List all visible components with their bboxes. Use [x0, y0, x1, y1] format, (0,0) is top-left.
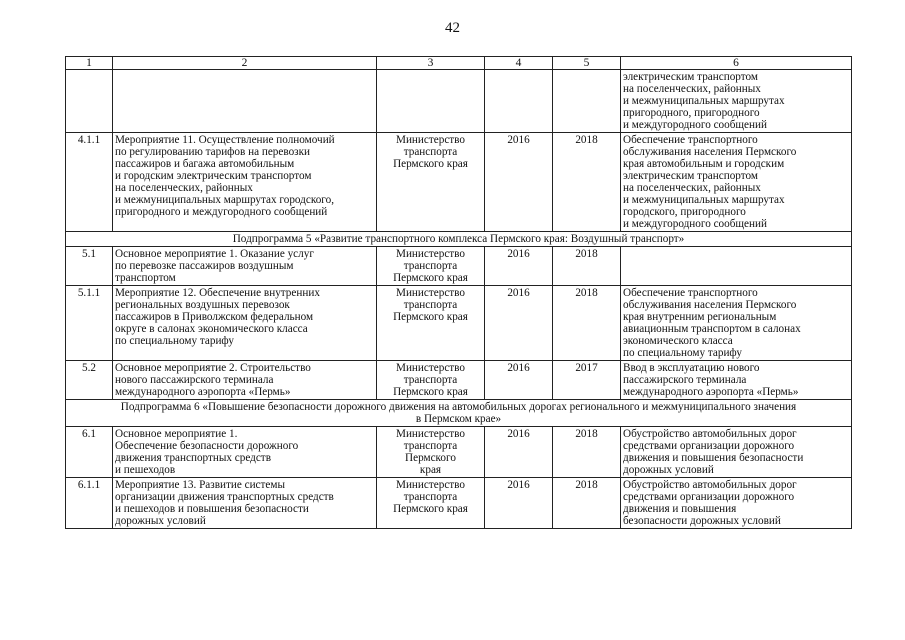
measure-name-line: по регулированию тарифов на перевозки — [115, 146, 311, 158]
measure-name — [113, 133, 377, 232]
column-header: 4 — [485, 57, 553, 70]
measure-name-line: пассажиров в Приволжском федеральном — [115, 311, 314, 323]
expected-result-line: и межмуниципальных маршрутах — [623, 194, 785, 206]
measure-name-line: международного аэропорта «Пермь» — [115, 386, 291, 398]
measure-name-line: пригородного и междугородного сообщений — [115, 206, 328, 218]
responsible-executor — [377, 427, 485, 478]
expected-result — [621, 427, 852, 478]
measure-name-line: по перевозке пассажиров воздушным — [115, 260, 294, 272]
responsible-executor — [377, 70, 485, 133]
expected-result-line: движения и повышения безопасности — [623, 452, 804, 464]
end-year: 2018 — [553, 286, 621, 361]
expected-result-line: края автомобильным и городским — [623, 158, 785, 170]
start-year: 2016 — [485, 478, 553, 529]
responsible-executor — [377, 247, 485, 286]
expected-result-line: безопасности дорожных условий — [623, 515, 781, 527]
subprogram-heading-line: Подпрограмма 5 «Развитие транспортного комплекса Пермского края: Воздушный транспорт» — [232, 233, 685, 245]
start-year: 2016 — [485, 247, 553, 286]
start-year: 2016 — [485, 361, 553, 400]
measure-name — [113, 286, 377, 361]
measure-name-line: и пешеходов и повышения безопасности — [115, 503, 309, 515]
column-header: 5 — [553, 57, 621, 70]
responsible-executor-line: Пермского края — [393, 158, 468, 170]
expected-result — [621, 478, 852, 529]
end-year — [553, 70, 621, 133]
expected-result-line: средствами организации дорожного — [623, 440, 795, 452]
expected-result-line: Обеспечение транспортного — [623, 287, 758, 299]
expected-result — [621, 70, 852, 133]
expected-result-line: дорожных условий — [623, 464, 714, 476]
measure-name-line: по специальному тарифу — [115, 335, 234, 347]
responsible-executor-line: Пермского края — [393, 311, 468, 323]
page-number: 42 — [445, 20, 460, 36]
expected-result-line: авиационным транспортом в салонах — [623, 323, 801, 335]
column-header: 3 — [377, 57, 485, 70]
measure-name-line: Мероприятие 12. Обеспечение внутренних — [115, 287, 320, 299]
measure-name-line: округе в салонах экономического класса — [115, 323, 308, 335]
measure-name — [113, 70, 377, 133]
expected-result-line: средствами организации дорожного — [623, 491, 795, 503]
responsible-executor-line: Министерство — [396, 362, 465, 374]
expected-result-line: Обеспечение транспортного — [623, 134, 758, 146]
responsible-executor-line: Министерство — [396, 428, 465, 440]
expected-result-line: и междугородного сообщений — [623, 119, 767, 131]
responsible-executor-line: Министерство — [396, 479, 465, 491]
column-header: 6 — [621, 57, 852, 70]
responsible-executor-line: Пермского края — [393, 503, 468, 515]
responsible-executor-line: транспорта — [403, 260, 458, 272]
measure-name-line: Обеспечение безопасности дорожного — [115, 440, 299, 452]
responsible-executor — [377, 286, 485, 361]
measure-name-line: транспортом — [115, 272, 176, 284]
measure-name-line: Основное мероприятие 2. Строительство — [115, 362, 311, 374]
expected-result-line: Обустройство автомобильных дорог — [623, 479, 797, 491]
measure-name-line: и городским электрическим транспортом — [115, 170, 312, 182]
responsible-executor-line: Министерство — [396, 287, 465, 299]
subprogram-heading-row — [66, 232, 852, 247]
measure-name-line: региональных воздушных перевозок — [115, 299, 290, 311]
expected-result — [621, 133, 852, 232]
start-year: 2016 — [485, 133, 553, 232]
responsible-executor-line: транспорта — [403, 374, 458, 386]
table-row — [66, 478, 852, 529]
expected-result-line: обслуживания населения Пермского — [623, 146, 797, 158]
measure-name-line: и межмуниципальных маршрутах городского, — [115, 194, 334, 206]
subprogram-heading-row — [66, 400, 852, 427]
measure-name-line: пассажиров и багажа автомобильным — [115, 158, 295, 170]
column-number-row — [66, 57, 852, 70]
column-header: 1 — [66, 57, 113, 70]
expected-result-line: и межмуниципальных маршрутах — [623, 95, 785, 107]
subprogram-heading-line: в Пермском крае» — [415, 413, 502, 425]
item-number — [66, 70, 113, 133]
table-row — [66, 247, 852, 286]
column-header: 2 — [113, 57, 377, 70]
subprogram-heading-line: Подпрограмма 6 «Повышение безопасности дорожного движения на автомобильных дорогах регионального и межмуниципального значения — [120, 401, 797, 413]
expected-result — [621, 286, 852, 361]
responsible-executor-line: края — [419, 464, 442, 476]
responsible-executor — [377, 478, 485, 529]
measure-name-line: Основное мероприятие 1. — [115, 428, 238, 440]
end-year: 2018 — [553, 133, 621, 232]
measure-name — [113, 247, 377, 286]
item-number: 6.1.1 — [66, 478, 113, 529]
item-number: 6.1 — [66, 427, 113, 478]
expected-result-line: Ввод в эксплуатацию нового — [623, 362, 760, 374]
measure-name-line: нового пассажирского терминала — [115, 374, 274, 386]
responsible-executor-line: Министерство — [396, 134, 465, 146]
table-row — [66, 286, 852, 361]
expected-result-line: края внутренним региональным — [623, 311, 777, 323]
measure-name — [113, 427, 377, 478]
measure-name-line: дорожных условий — [115, 515, 206, 527]
expected-result-line: пассажирского терминала — [623, 374, 747, 386]
expected-result — [621, 361, 852, 400]
expected-result-line: на поселенческих, районных — [623, 182, 761, 194]
expected-result-line: движения и повышения — [623, 503, 737, 515]
responsible-executor-line: транспорта — [403, 440, 458, 452]
expected-result-line: Обустройство автомобильных дорог — [623, 428, 797, 440]
measure-name-line: Основное мероприятие 1. Оказание услуг — [115, 248, 314, 260]
table-row — [66, 133, 852, 232]
responsible-executor — [377, 133, 485, 232]
start-year — [485, 70, 553, 133]
expected-result-line: и междугородного сообщений — [623, 218, 767, 230]
responsible-executor — [377, 361, 485, 400]
responsible-executor-line: Министерство — [396, 248, 465, 260]
start-year: 2016 — [485, 427, 553, 478]
expected-result-line: городского, пригородного — [623, 206, 746, 218]
measure-name — [113, 361, 377, 400]
responsible-executor-line: транспорта — [403, 299, 458, 311]
measures-table — [65, 56, 852, 529]
measure-name-line: организации движения транспортных средств — [115, 491, 334, 503]
expected-result-line: по специальному тарифу — [623, 347, 742, 359]
table-body — [66, 57, 852, 529]
table-row — [66, 361, 852, 400]
table-row — [66, 427, 852, 478]
item-number: 5.1 — [66, 247, 113, 286]
responsible-executor-line: транспорта — [403, 491, 458, 503]
subprogram-heading — [66, 400, 852, 427]
subprogram-heading — [66, 232, 852, 247]
expected-result — [621, 247, 852, 286]
measure-name-line: на поселенческих, районных — [115, 182, 253, 194]
item-number: 4.1.1 — [66, 133, 113, 232]
end-year: 2017 — [553, 361, 621, 400]
measure-name-line: и пешеходов — [115, 464, 176, 476]
measure-name-line: движения транспортных средств — [115, 452, 271, 464]
expected-result-line: международного аэропорта «Пермь» — [623, 386, 799, 398]
measure-name-line: Мероприятие 13. Развитие системы — [115, 479, 285, 491]
end-year: 2018 — [553, 247, 621, 286]
table-row — [66, 70, 852, 133]
item-number: 5.2 — [66, 361, 113, 400]
expected-result-line: на поселенческих, районных — [623, 83, 761, 95]
expected-result-line: экономического класса — [623, 335, 733, 347]
expected-result-line: пригородного, пригородного — [623, 107, 760, 119]
measure-name — [113, 478, 377, 529]
end-year: 2018 — [553, 478, 621, 529]
expected-result-line: электрическим транспортом — [623, 71, 758, 83]
end-year: 2018 — [553, 427, 621, 478]
responsible-executor-line: Пермского — [405, 452, 456, 464]
responsible-executor-line: Пермского края — [393, 386, 468, 398]
start-year: 2016 — [485, 286, 553, 361]
expected-result-line: электрическим транспортом — [623, 170, 758, 182]
expected-result-line: обслуживания населения Пермского — [623, 299, 797, 311]
measure-name-line: Мероприятие 11. Осуществление полномочий — [115, 134, 335, 146]
item-number: 5.1.1 — [66, 286, 113, 361]
responsible-executor-line: транспорта — [403, 146, 458, 158]
responsible-executor-line: Пермского края — [393, 272, 468, 284]
